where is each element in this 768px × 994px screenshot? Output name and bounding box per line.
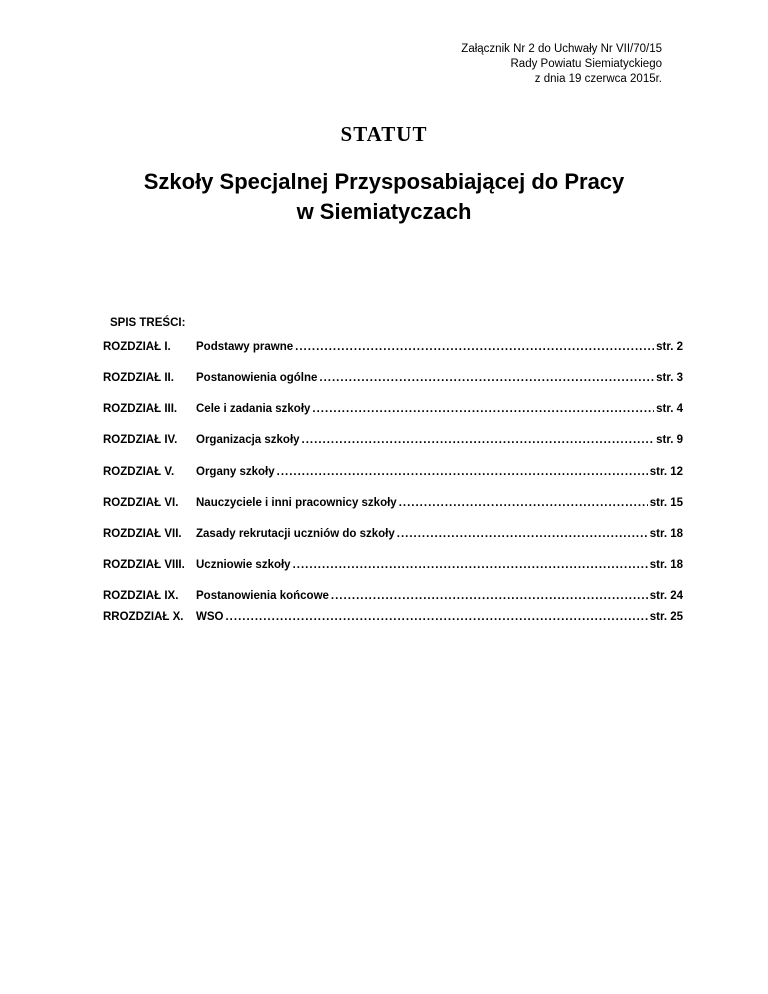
toc-title: Podstawy prawne [196,341,294,353]
toc-title: Organizacja szkoły [196,434,300,446]
toc-row [103,586,683,606]
toc-leader [319,372,654,384]
toc-leader [295,341,654,353]
toc-chapter: ROZDZIAŁ VIII. [103,559,185,571]
toc-page: str. 24 [649,590,683,602]
toc-chapter: ROZDZIAŁ VII. [103,528,182,540]
toc-leader [293,559,648,571]
toc-row [103,399,683,419]
toc-chapter: ROZDZIAŁ V. [103,466,175,478]
toc-leader [225,611,647,623]
toc-row [103,493,683,513]
attachment-note [461,42,662,87]
title-line-2: w Siemiatyczach [296,199,472,224]
toc-chapter: ROZDZIAŁ III. [103,403,178,415]
toc-row [103,462,683,482]
toc-page: str. 4 [656,403,683,415]
toc-page: str. 15 [649,497,683,509]
toc-leader [312,403,654,415]
toc-leader [331,590,648,602]
toc-page: str. 18 [649,559,683,571]
toc-title: Postanowienia końcowe [196,590,329,602]
attachment-line-3: z dnia 19 czerwca 2015r. [534,73,662,85]
toc-title: Zasady rekrutacji uczniów do szkoły [196,528,395,540]
attachment-line-2: Rady Powiatu Siemiatyckiego [510,58,662,70]
document-heading: STATUT [340,122,428,146]
attachment-line-1: Załącznik Nr 2 do Uchwały Nr VII/70/15 [461,43,662,55]
toc-row [103,368,683,388]
toc-row [103,337,683,357]
toc-chapter: ROZDZIAŁ I. [103,341,171,353]
toc-chapter: ROZDZIAŁ IX. [103,590,179,602]
toc-title: Organy szkoły [196,466,275,478]
toc-chapter: ROZDZIAŁ VI. [103,497,179,509]
toc-chapter: RROZDZIAŁ X. [103,611,184,623]
toc-leader [397,528,648,540]
toc-row [103,524,683,544]
toc-row [103,555,683,575]
title-line-1: Szkoły Specjalnej Przysposabiającej do Pracy [143,169,625,194]
toc-page: str. 2 [656,341,683,353]
toc-page: str. 25 [649,611,683,623]
toc-title: Nauczyciele i inni pracownicy szkoły [196,497,397,509]
toc-title: Uczniowie szkoły [196,559,291,571]
toc-title: Cele i zadania szkoły [196,403,311,415]
toc-leader [302,434,655,446]
toc-page: str. 9 [656,434,683,446]
document-title [0,167,768,227]
toc-leader [399,497,648,509]
toc-page: str. 3 [656,372,683,384]
toc-chapter: ROZDZIAŁ II. [103,372,174,384]
toc-title: WSO [196,611,224,623]
toc-title: Postanowienia ogólne [196,372,318,384]
toc-chapter: ROZDZIAŁ IV. [103,434,178,446]
toc-page: str. 18 [649,528,683,540]
toc-heading: SPIS TREŚCI: [110,317,186,329]
toc-row [103,430,683,450]
toc-row [103,607,683,627]
toc-page: str. 12 [649,466,683,478]
toc-leader [277,466,648,478]
